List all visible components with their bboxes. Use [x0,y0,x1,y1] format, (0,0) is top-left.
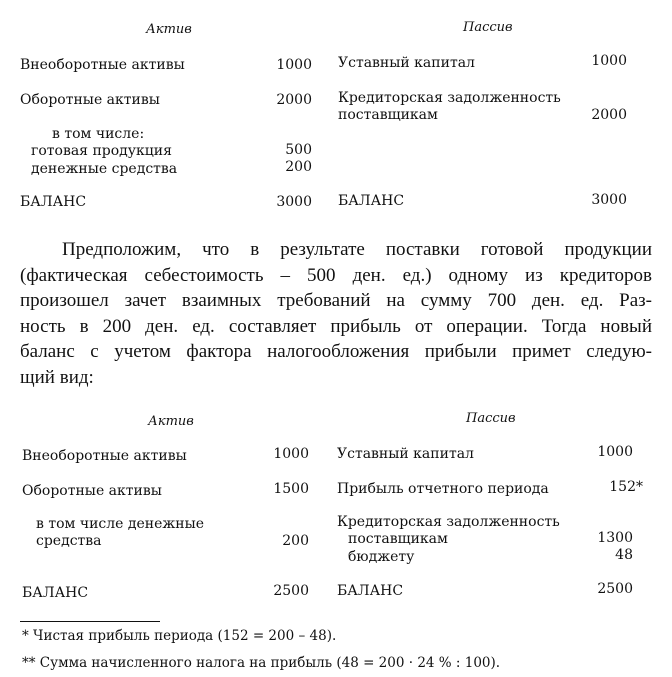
including-cash-label: в том числе денежные [36,516,205,532]
finished-goods-label: готовая продукция [31,143,172,159]
paragraph-line: произошел зачет взаимных требований на сумму 700 ден. ед. Раз- [20,290,652,311]
current-assets-value: 1500 [273,481,309,497]
budget-label: бюджету [348,549,415,565]
noncurrent-assets-label: Внеоборотные активы [22,448,187,464]
assets-header: Актив [146,22,192,37]
balance-right-label: БАЛАНС [338,193,405,209]
profit-label: Прибыль отчетного периода [337,481,549,497]
paragraph-line: щий вид: [20,366,94,388]
charter-capital-label: Уставный капитал [337,446,474,462]
including-cash-label-2: средства [36,533,102,549]
balance-left-label: БАЛАНС [20,194,87,210]
paragraph-line: баланс с учетом фактора налогообложения прибыли примет следую- [20,341,652,362]
liabilities-header: Пассив [463,20,513,35]
assets-header: Актив [148,414,194,429]
charter-capital-value: 1000 [597,444,633,460]
noncurrent-assets-value: 1000 [273,446,309,462]
balance-right-label: БАЛАНС [337,583,404,599]
balance-left-label: БАЛАНС [22,585,89,601]
suppliers-value: 1300 [597,530,633,546]
payables-label: Кредиторская задолженность [338,90,561,106]
paragraph-line: (фактическая себестоимость – 500 ден. ед.) одному из кредиторов [20,264,652,286]
current-assets-value: 2000 [276,92,312,108]
balance-right-value: 3000 [591,192,627,208]
body-paragraph [20,237,652,390]
suppliers-label: поставщикам [348,531,448,547]
payables-label: Кредиторская задолженность [337,514,560,530]
balance-left-value: 2500 [273,583,309,599]
footnote-1: * Чистая прибыль периода (152 = 200 – 48). [22,628,337,644]
payables-suppliers-label: поставщикам [338,107,438,123]
footnote-separator [20,621,160,622]
liabilities-header: Пассив [466,411,516,426]
balance-right-value: 2500 [597,581,633,597]
profit-value: 152* [609,479,643,495]
budget-value: 48 [615,547,633,563]
balance-left-value: 3000 [276,194,312,210]
cash-label: денежные средства [31,161,178,177]
including-cash-value: 200 [282,533,309,549]
including-label: в том числе: [52,126,145,142]
payables-value: 2000 [591,107,627,123]
paragraph-line: ность в 200 ден. ед. составляет прибыль от операции. Тогда новый [20,315,652,337]
current-assets-label: Оборотные активы [22,483,162,499]
charter-capital-label: Уставный капитал [338,55,475,71]
current-assets-label: Оборотные активы [20,92,160,108]
noncurrent-assets-label: Внеоборотные активы [20,57,185,73]
footnote-2: ** Сумма начисленного налога на прибыль (48 = 200 · 24 % : 100). [22,655,501,671]
charter-capital-value: 1000 [591,53,627,69]
noncurrent-assets-value: 1000 [276,57,312,73]
finished-goods-value: 500 [285,142,312,158]
paragraph-line: Предположим, что в результате поставки готовой продукции [62,239,652,260]
cash-value: 200 [285,159,312,175]
